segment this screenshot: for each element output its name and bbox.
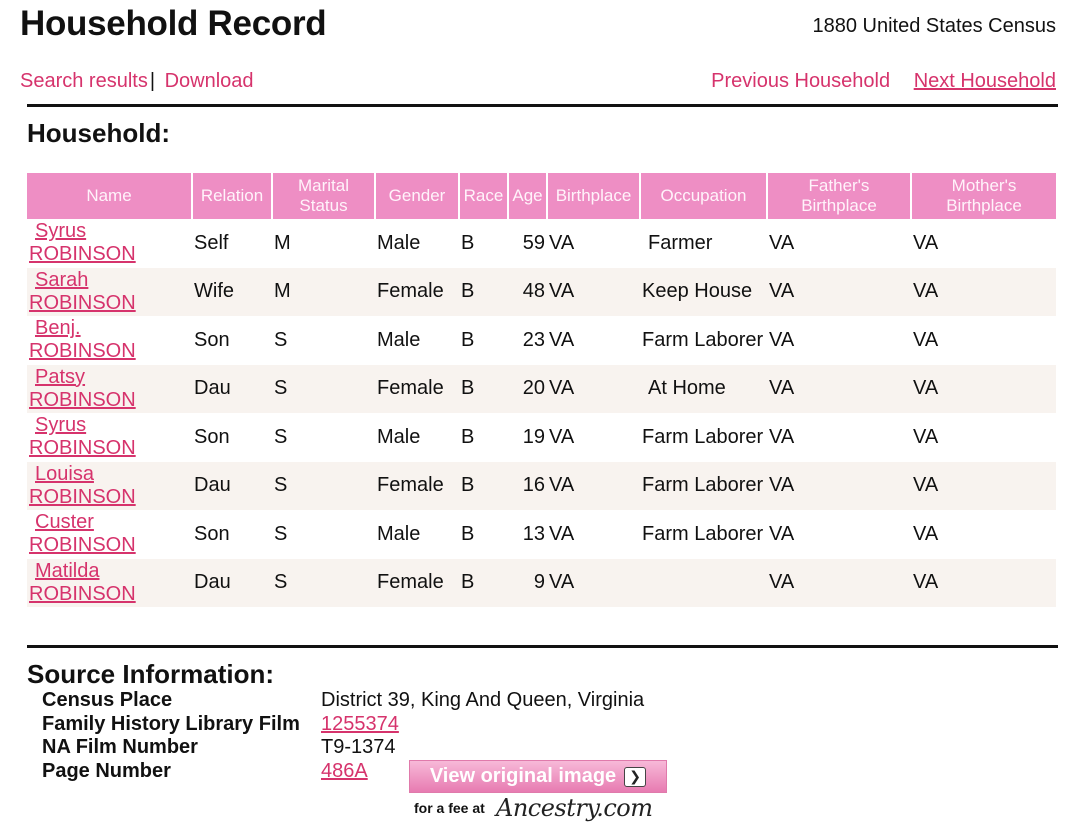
view-original-image-button[interactable] (409, 760, 667, 793)
mothers-birthplace-cell: VA (911, 365, 1056, 414)
surname: ROBINSON (29, 534, 136, 557)
age-cell: 20 (508, 365, 547, 414)
birthplace-cell: VA (547, 268, 640, 317)
mothers-birthplace-cell: VA (911, 559, 1056, 608)
fathers-birthplace-cell: VA (767, 365, 911, 414)
relation-cell: Son (194, 425, 230, 448)
census-place-value: District 39, King And Queen, Virginia (321, 689, 645, 712)
marital-cell: S (272, 365, 375, 414)
person-name-link[interactable] (29, 511, 190, 557)
fhl-film-label: Family History Library Film (42, 712, 300, 735)
household-heading: Household: (27, 118, 170, 148)
person-name-link[interactable] (29, 560, 190, 606)
occupation-cell (640, 559, 767, 608)
gender-cell: Male (377, 425, 421, 448)
nav-left (20, 70, 254, 93)
table-row (27, 413, 1056, 462)
table-row (27, 462, 1056, 511)
given-name: Patsy (35, 365, 86, 388)
census-place-row (42, 689, 644, 713)
ancestry-logo[interactable]: Ancestry.com (496, 794, 653, 822)
nav-right (711, 70, 1056, 93)
occupation-cell: Farm Laborer (642, 425, 764, 448)
download-link[interactable]: Download (164, 70, 254, 92)
race-cell: B (459, 268, 508, 317)
relation-cell: Dau (192, 559, 272, 608)
table-row (27, 219, 1056, 268)
given-name: Sarah (35, 268, 89, 291)
person-name-link[interactable] (29, 220, 190, 266)
source-divider (27, 645, 1058, 648)
table-row (27, 510, 1056, 559)
race-cell: B (459, 365, 508, 414)
marital-cell: S (272, 559, 375, 608)
source-heading: Source Information: (27, 659, 275, 689)
household-table (27, 173, 1056, 607)
table-row (27, 365, 1056, 414)
relation-cell: Self (194, 231, 229, 254)
gender-cell: Male (377, 522, 421, 545)
age-cell: 23 (522, 328, 545, 351)
given-name: Louisa (35, 462, 94, 485)
name-cell (27, 316, 192, 365)
occupation-cell: Farm Laborer (642, 522, 764, 545)
occupation-cell: At Home (640, 365, 767, 414)
name-cell (27, 462, 192, 511)
mothers-birthplace-cell: VA (913, 522, 939, 545)
top-divider (27, 104, 1058, 107)
race-cell: B (461, 425, 475, 448)
previous-household-link[interactable]: Previous Household (711, 70, 891, 92)
census-place-label: Census Place (42, 689, 173, 712)
mothers-birthplace-cell: VA (911, 268, 1056, 317)
surname: ROBINSON (29, 291, 136, 314)
gender-cell: Male (377, 231, 421, 254)
table-row (27, 559, 1056, 608)
mothers-birthplace-cell: VA (913, 231, 939, 254)
birthplace-cell: VA (547, 365, 640, 414)
col-fathers-birthplace: Father's Birthplace (767, 173, 911, 219)
next-household-link[interactable]: Next Household (913, 70, 1056, 92)
given-name: Benj. (35, 317, 81, 340)
view-original-image-label: View original image (429, 765, 617, 787)
na-film-value: T9-1374 (321, 736, 396, 759)
marital-cell: M (274, 231, 291, 254)
relation-cell: Son (194, 328, 230, 351)
surname: ROBINSON (29, 388, 136, 411)
mothers-birthplace-cell: VA (913, 425, 939, 448)
page-number-label: Page Number (42, 759, 171, 782)
race-cell: B (459, 462, 508, 511)
birthplace-cell: VA (549, 231, 575, 254)
occupation-cell: Keep House (640, 268, 767, 317)
birthplace-cell: VA (549, 522, 575, 545)
gender-cell: Male (377, 328, 421, 351)
person-name-link[interactable] (29, 317, 190, 363)
surname: ROBINSON (29, 582, 136, 605)
surname: ROBINSON (29, 340, 136, 363)
name-cell (27, 559, 192, 608)
fathers-birthplace-cell: VA (767, 462, 911, 511)
surname: ROBINSON (29, 437, 136, 460)
nav-separator: | (149, 70, 156, 92)
person-name-link[interactable] (29, 463, 190, 509)
age-cell: 13 (522, 522, 545, 545)
chevron-right-icon: ❯ (624, 767, 646, 787)
page-number-link[interactable]: 486A (321, 759, 368, 782)
col-name: Name (27, 173, 192, 219)
given-name: Syrus (35, 414, 87, 437)
fee-text: for a fee at (414, 800, 485, 816)
marital-cell: S (274, 522, 288, 545)
occupation-cell: Farmer (648, 231, 713, 254)
age-cell: 59 (522, 231, 545, 254)
birthplace-cell: VA (549, 425, 575, 448)
relation-cell: Dau (192, 365, 272, 414)
birthplace-cell: VA (549, 328, 575, 351)
fathers-birthplace-cell: VA (769, 328, 795, 351)
fathers-birthplace-cell: VA (769, 522, 795, 545)
marital-cell: S (274, 328, 288, 351)
given-name: Syrus (35, 220, 87, 243)
mothers-birthplace-cell: VA (913, 328, 939, 351)
given-name: Matilda (35, 559, 100, 582)
marital-cell: S (274, 425, 288, 448)
relation-cell: Son (194, 522, 230, 545)
marital-cell: S (272, 462, 375, 511)
relation-cell: Dau (192, 462, 272, 511)
col-age: Age (508, 173, 547, 219)
age-cell: 9 (508, 559, 547, 608)
gender-cell: Female (375, 268, 459, 317)
name-cell (27, 413, 192, 462)
fathers-birthplace-cell: VA (767, 559, 911, 608)
occupation-cell: Farm Laborer (642, 328, 764, 351)
gender-cell: Female (375, 559, 459, 608)
age-cell: 16 (508, 462, 547, 511)
na-film-row (42, 736, 644, 760)
occupation-cell: Farm Laborer (640, 462, 767, 511)
surname: ROBINSON (29, 243, 136, 266)
fhl-film-row (42, 713, 644, 737)
person-name-link[interactable] (29, 414, 190, 460)
birthplace-cell: VA (547, 559, 640, 608)
race-cell: B (459, 559, 508, 608)
gender-cell: Female (375, 365, 459, 414)
surname: ROBINSON (29, 485, 136, 508)
search-results-link[interactable]: Search results (20, 70, 148, 92)
fathers-birthplace-cell: VA (769, 425, 795, 448)
col-occupation: Occupation (640, 173, 767, 219)
col-birthplace: Birthplace (547, 173, 640, 219)
census-label: 1880 United States Census (812, 15, 1056, 37)
age-cell: 48 (508, 268, 547, 317)
name-cell (27, 268, 192, 317)
race-cell: B (461, 231, 475, 254)
col-race: Race (459, 173, 508, 219)
name-cell (27, 510, 192, 559)
col-marital-status: Marital Status (272, 173, 375, 219)
col-mothers-birthplace: Mother's Birthplace (911, 173, 1056, 219)
na-film-label: NA Film Number (42, 736, 198, 759)
person-name-link[interactable] (29, 366, 190, 412)
person-name-link[interactable] (29, 269, 190, 315)
age-cell: 19 (522, 425, 545, 448)
fhl-film-link[interactable]: 1255374 (321, 712, 399, 735)
race-cell: B (461, 522, 475, 545)
fathers-birthplace-cell: VA (769, 231, 795, 254)
name-cell (27, 365, 192, 414)
birthplace-cell: VA (547, 462, 640, 511)
relation-cell: Wife (192, 268, 272, 317)
ancestry-promo (409, 760, 669, 830)
mothers-birthplace-cell: VA (911, 462, 1056, 511)
given-name: Custer (35, 511, 94, 534)
page-title: Household Record (20, 4, 327, 43)
fathers-birthplace-cell: VA (767, 268, 911, 317)
table-row (27, 316, 1056, 365)
col-gender: Gender (375, 173, 459, 219)
col-relation: Relation (192, 173, 272, 219)
race-cell: B (461, 328, 475, 351)
household-header-row (27, 173, 1056, 219)
gender-cell: Female (375, 462, 459, 511)
table-row (27, 268, 1056, 317)
marital-cell: M (272, 268, 375, 317)
name-cell (27, 219, 192, 268)
